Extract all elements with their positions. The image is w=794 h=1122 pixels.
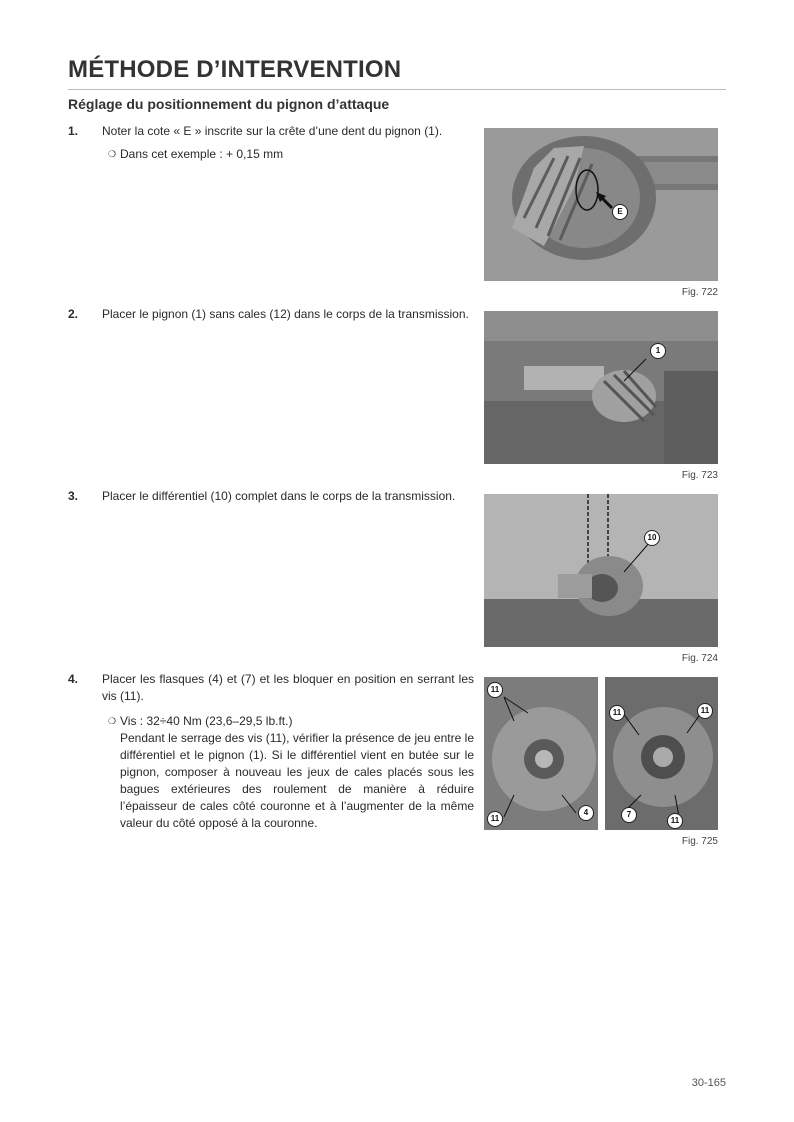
step-bullet bbox=[108, 713, 474, 832]
page-number: 30-165 bbox=[691, 1077, 726, 1089]
figure-725-left-photo bbox=[484, 677, 598, 830]
callout-e: E bbox=[612, 204, 628, 220]
differential-lowering-illustration bbox=[484, 494, 718, 647]
section-subtitle: Réglage du positionnement du pignon d’attaque bbox=[68, 96, 390, 112]
step-bullet bbox=[108, 146, 474, 163]
callout-4: 4 bbox=[578, 805, 594, 821]
callout-11: 11 bbox=[609, 705, 625, 721]
step-number: 1. bbox=[68, 124, 79, 138]
step-text: Placer les flasques (4) et (7) et les bloquer en position en serrant les vis (11). bbox=[102, 672, 474, 703]
figure-label: Fig. 724 bbox=[681, 653, 718, 664]
title-divider bbox=[68, 89, 726, 90]
bullet-text-line1: Vis : 32÷40 Nm (23,6–29,5 lb.ft.) bbox=[120, 714, 293, 728]
step-text: Placer le pignon (1) sans cales (12) dans le corps de la transmission. bbox=[102, 307, 469, 321]
figure-722-photo bbox=[484, 128, 718, 281]
step-number: 3. bbox=[68, 489, 79, 503]
step-number: 2. bbox=[68, 307, 79, 321]
callout-11: 11 bbox=[697, 703, 713, 719]
bullet-text: Dans cet exemple : + 0,15 mm bbox=[120, 147, 284, 161]
pinion-gear-illustration bbox=[484, 128, 718, 281]
bullet-text-rest: Pendant le serrage des vis (11), vérifier la présence de jeu entre le différentiel et le pignon (1). Si le différentiel vient en butée sur le pignon, composer à nouveau les jeux de cales placés sous les bagues extérieures des roulement de manière à réduire l’épaisseur de cales côté couronne et à l’augmenter de la même valeur du côté opposé à la couronne. bbox=[120, 731, 474, 830]
page-title: MÉTHODE D’INTERVENTION bbox=[68, 56, 402, 83]
callout-11: 11 bbox=[487, 682, 503, 698]
step-number: 4. bbox=[68, 672, 79, 686]
pinion-in-housing-illustration bbox=[484, 311, 718, 464]
callout-11: 11 bbox=[667, 813, 683, 829]
step-text: Noter la cote « E » inscrite sur la crête d’une dent du pignon (1). bbox=[102, 124, 443, 138]
bullet-circle-icon: ❍ bbox=[108, 149, 117, 159]
callout-11: 11 bbox=[487, 811, 503, 827]
figure-724-photo bbox=[484, 494, 718, 647]
step-text: Placer le différentiel (10) complet dans le corps de la transmission. bbox=[102, 489, 456, 503]
bullet-circle-icon: ❍ bbox=[108, 716, 117, 726]
callout-10: 10 bbox=[644, 530, 660, 546]
figure-label: Fig. 725 bbox=[681, 836, 718, 847]
figure-725-right-photo bbox=[605, 677, 718, 830]
figure-label: Fig. 723 bbox=[681, 470, 718, 481]
figure-723-photo bbox=[484, 311, 718, 464]
flange-7-illustration bbox=[605, 677, 718, 830]
figure-label: Fig. 722 bbox=[681, 287, 718, 298]
callout-1: 1 bbox=[650, 343, 666, 359]
callout-7: 7 bbox=[621, 807, 637, 823]
